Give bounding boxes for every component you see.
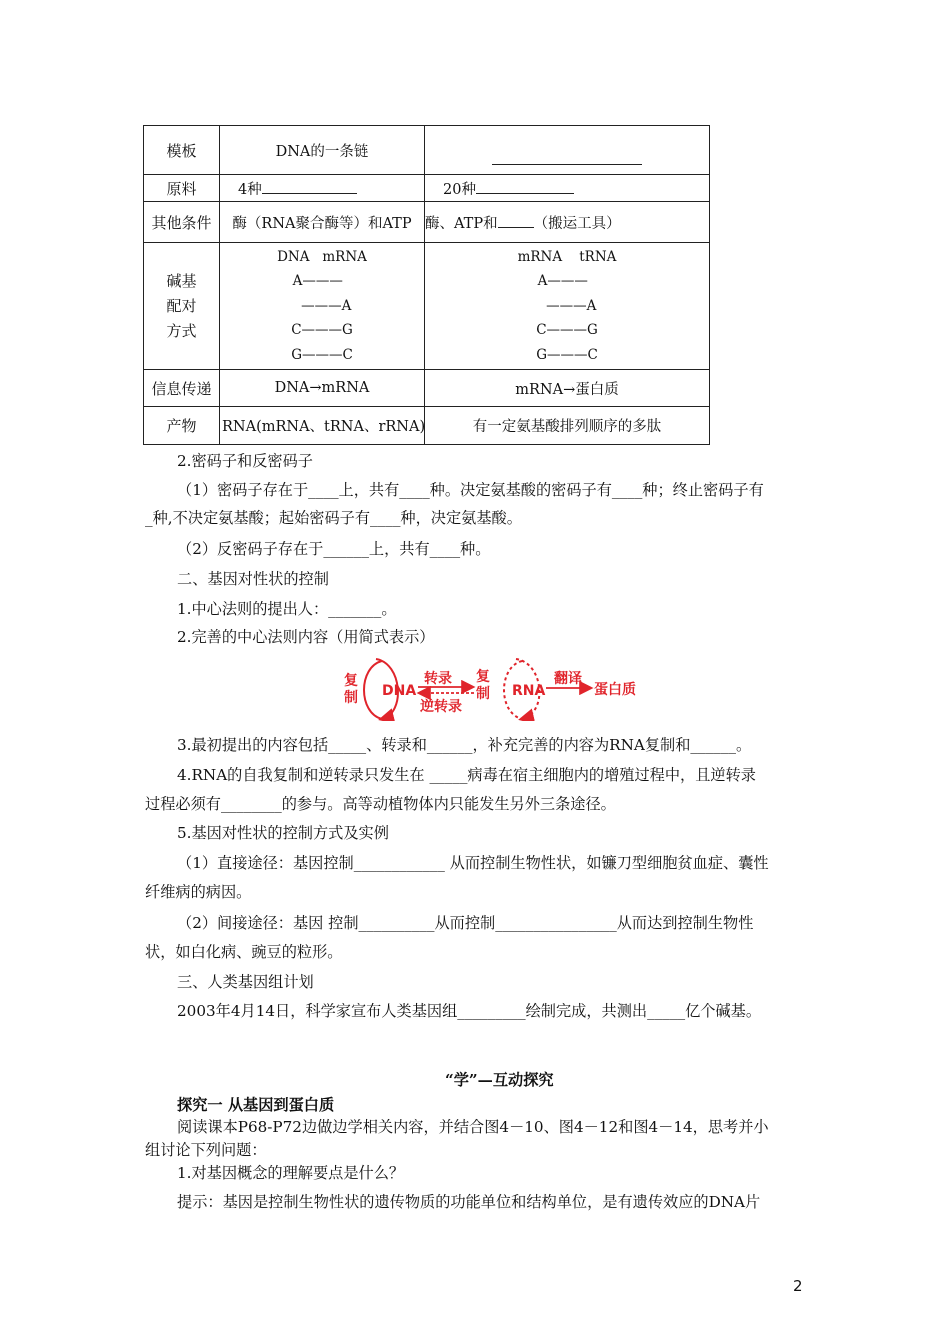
label-dna: DNA bbox=[382, 683, 417, 699]
table-row bbox=[144, 202, 710, 243]
base-pairing-dna-mrna bbox=[220, 243, 425, 370]
text-line: 组讨论下列问题： bbox=[145, 1141, 267, 1159]
inquiry-heading: 探究一 从基因到蛋白质 bbox=[177, 1096, 335, 1114]
table-cell: 酶（RNA聚合酶等）和ATP bbox=[220, 202, 425, 243]
pairing-line: G———C bbox=[291, 346, 353, 363]
label-translation: 翻译 bbox=[554, 671, 582, 687]
table-cell: mRNA→蛋白质 bbox=[425, 370, 710, 407]
table-row bbox=[144, 243, 710, 370]
section-heading: 2.密码子和反密码子 bbox=[177, 452, 313, 470]
table-cell: DNA→mRNA bbox=[220, 370, 425, 407]
pairing-line: mRNA tRNA bbox=[517, 248, 617, 265]
text-line: 过程必须有________的参与。高等动植物体内只能发生另外三条途径。 bbox=[145, 795, 616, 813]
label-fuzhi-1b: 制 bbox=[344, 690, 358, 706]
page-number: 2 bbox=[793, 1277, 803, 1295]
cell-text: （搬运工具） bbox=[533, 215, 621, 232]
text-line: 1.中心法则的提出人：_______。 bbox=[177, 600, 397, 618]
text-line: 2.完善的中心法则内容（用简式表示） bbox=[177, 628, 435, 646]
table-row bbox=[144, 126, 710, 175]
question-line: 1.对基因概念的理解要点是什么？ bbox=[177, 1164, 405, 1182]
replication-loop-dna bbox=[364, 661, 382, 719]
row-head: 原料 bbox=[144, 175, 220, 202]
label-transcription: 转录 bbox=[424, 671, 452, 687]
section-title: “学”—互动探究 bbox=[445, 1071, 554, 1089]
row-head: 模板 bbox=[144, 126, 220, 175]
pairing-line: ———A bbox=[292, 297, 352, 314]
base-pairing-mrna-trna bbox=[425, 243, 710, 370]
text-line: （2）反密码子存在于______上，共有____种。 bbox=[177, 540, 491, 558]
text-line: （1）直接途径：基因控制____________ 从而控制生物性状，如镰刀型细胞贫血症、囊性 bbox=[177, 854, 769, 872]
row-head: 信息传递 bbox=[144, 370, 220, 407]
transcription-translation-table bbox=[143, 125, 710, 445]
table-row bbox=[144, 370, 710, 407]
table-row bbox=[144, 407, 710, 445]
pairing-line: ———A bbox=[537, 297, 597, 314]
cell-text: 20种 bbox=[443, 181, 476, 198]
cell-text: 酶、ATP和 bbox=[425, 215, 498, 232]
pairing-line: A——— bbox=[537, 273, 597, 290]
row-head bbox=[144, 243, 220, 370]
table-cell: 有一定氨基酸排列顺序的多肽 bbox=[425, 407, 710, 445]
table-cell: RNA(mRNA、tRNA、rRNA) bbox=[220, 407, 425, 445]
fill-blank bbox=[476, 179, 574, 194]
text-line: （2）间接途径：基因 控制__________从而控制________________从而达到控制生物性 bbox=[177, 914, 754, 932]
text-line: _种,不决定氨基酸；起始密码子有____种，决定氨基酸。 bbox=[145, 509, 522, 527]
pairing-line: G———C bbox=[536, 346, 598, 363]
table-cell: DNA的一条链 bbox=[220, 126, 425, 175]
row-head-line: 方式 bbox=[166, 321, 197, 340]
section-heading: 二、基因对性状的控制 bbox=[177, 570, 329, 588]
label-fuzhi-1: 复 bbox=[344, 673, 358, 689]
pairing-line: DNA mRNA bbox=[277, 248, 367, 265]
text-line: 阅读课本P68-P72边做边学相关内容，并结合图4－10、图4－12和图4－14，思考并小 bbox=[177, 1118, 769, 1136]
row-head: 其他条件 bbox=[144, 202, 220, 243]
table-cell bbox=[425, 202, 710, 243]
text-line: 4.RNA的自我复制和逆转录只发生在 _____病毒在宿主细胞内的增殖过程中，且逆转录 bbox=[177, 766, 756, 784]
fill-blank bbox=[498, 213, 534, 228]
pairing-line: C———G bbox=[536, 322, 598, 339]
cell-text: 4种 bbox=[238, 181, 262, 198]
row-head: 产物 bbox=[144, 407, 220, 445]
label-fuzhi-2: 复 bbox=[476, 669, 490, 685]
table-cell bbox=[425, 126, 710, 175]
label-rna: RNA bbox=[512, 683, 546, 699]
pairing-line: C———G bbox=[291, 322, 353, 339]
table-cell bbox=[220, 175, 425, 202]
label-fuzhi-2b: 制 bbox=[476, 686, 490, 702]
table-row bbox=[144, 175, 710, 202]
text-line: 状，如白化病、豌豆的粒形。 bbox=[145, 943, 343, 961]
fill-blank bbox=[262, 179, 357, 194]
fill-blank bbox=[492, 150, 642, 165]
text-line: 5.基因对性状的控制方式及实例 bbox=[177, 824, 389, 842]
label-reverse-transcription: 逆转录 bbox=[420, 699, 462, 715]
hint-line: 提示：基因是控制生物性状的遗传物质的功能单位和结构单位，是有遗传效应的DNA片 bbox=[177, 1193, 761, 1211]
text-line: 2003年4月14日，科学家宣布人类基因组_________绘制完成，共测出_____亿个碱基。 bbox=[177, 1002, 762, 1020]
label-protein: 蛋白质 bbox=[594, 682, 636, 698]
central-dogma-diagram bbox=[340, 657, 650, 721]
section-heading: 三、人类基因组计划 bbox=[177, 973, 314, 991]
row-head-line: 碱基 bbox=[166, 271, 197, 290]
text-line: 3.最初提出的内容包括_____、转录和______，补充完善的内容为RNA复制和______。 bbox=[177, 736, 752, 754]
text-line: （1）密码子存在于____上，共有____种。决定氨基酸的密码子有____种；终止密码子有 bbox=[177, 481, 764, 499]
text-line: 纤维病的病因。 bbox=[145, 883, 252, 901]
table-cell bbox=[425, 175, 710, 202]
row-head-line: 配对 bbox=[166, 296, 197, 315]
pairing-line: A——— bbox=[292, 273, 352, 290]
